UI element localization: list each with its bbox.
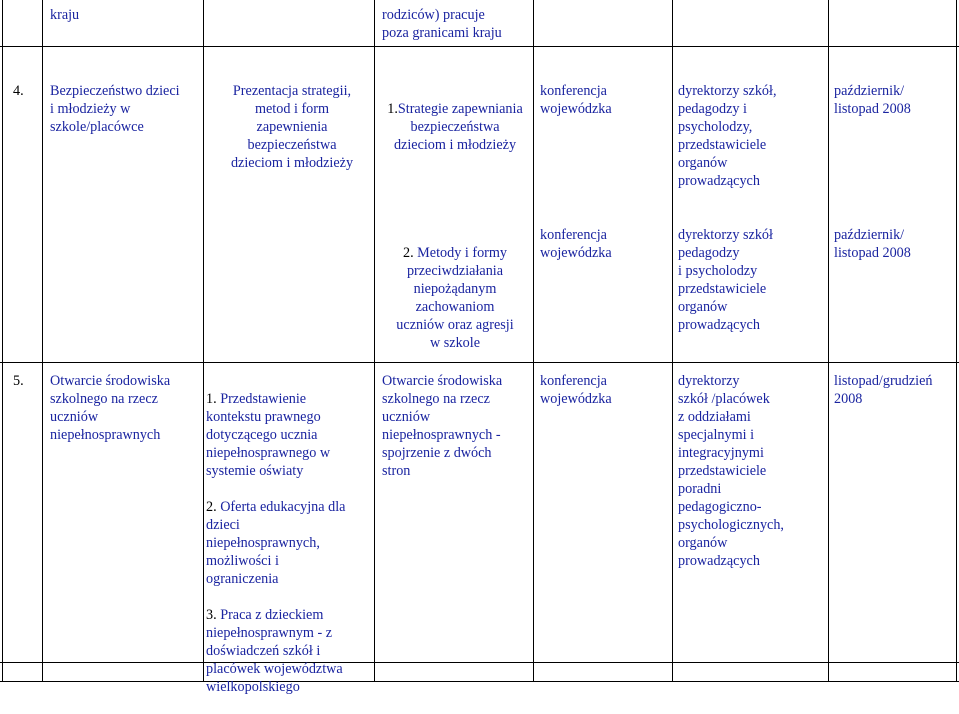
row5-goal-1-prefix: 1. <box>206 391 217 407</box>
column-divider <box>828 0 829 682</box>
row5-goal-item-3 <box>206 606 372 696</box>
row5-audience: dyrektorzy szkół /placówek z oddziałami specjalnymi i integracyjnymi przedstawiciele poradni pedagogiczno- psychologicznych, organów prowadzących <box>678 373 784 569</box>
row4-goal: Prezentacja strategii, metod i form zapewnienia bezpieczeństwa dzieciom i młodzieży <box>230 83 354 171</box>
column-divider <box>672 0 673 682</box>
row4-activity2-form: konferencja wojewódzka <box>540 227 612 261</box>
column-divider <box>42 0 43 682</box>
column-divider <box>533 0 534 682</box>
row-divider <box>0 362 959 363</box>
column-divider <box>203 0 204 682</box>
row5-form: konferencja wojewódzka <box>540 373 612 407</box>
row5-number: 5. <box>13 373 24 389</box>
row4-activity1-prefix: 1. <box>387 101 398 117</box>
top-cell-topic: rodziców) pracuje poza granicami kraju <box>382 7 502 41</box>
row4-activity1-topic <box>378 82 532 154</box>
row4-activity1-audience: dyrektorzy szkół, pedagodzy i psycholodzy, przedstawiciele organów prowadzących <box>678 83 777 189</box>
row4-activity1-form: konferencja wojewódzka <box>540 83 612 117</box>
row4-area: Bezpieczeństwo dzieci i młodzieży w szkole/placówce <box>50 83 180 135</box>
row5-goal-item-2 <box>206 498 372 588</box>
row4-number: 4. <box>13 83 24 99</box>
table-border-left <box>2 0 3 682</box>
row4-activity2-prefix: 2. <box>402 245 414 261</box>
row4-activity1-text: Strategie zapewniania bezpieczeństwa dzieciom i młodzieży <box>393 101 523 153</box>
row4-activity2-text: Metody i formy przeciwdziałania niepożądanym zachowaniom uczniów oraz agresji w szkole <box>396 245 514 351</box>
top-cell-area: kraju <box>50 7 80 23</box>
row5-goal-3-text: Praca z dzieckiem niepełnosprawnym - z doświadczeń szkół i placówek województwa wielkopolskiego <box>206 607 343 695</box>
row5-topic: Otwarcie środowiska szkolnego na rzecz uczniów niepełnosprawnych - spojrzenie z dwóch stron <box>382 373 503 479</box>
row5-area: Otwarcie środowiska szkolnego na rzecz uczniów niepełnosprawnych <box>50 373 171 443</box>
row4-activity2-topic <box>378 226 532 352</box>
row5-date: listopad/grudzień 2008 <box>834 373 933 407</box>
row5-goal-item-1 <box>206 390 372 480</box>
column-divider <box>374 0 375 682</box>
row5-goal-2-text: Oferta edukacyjna dla dzieci niepełnosprawnych, możliwości i ograniczenia <box>206 499 346 587</box>
row5-goal-2-prefix: 2. <box>206 499 217 515</box>
row4-activity2-date: październik/ listopad 2008 <box>834 227 911 261</box>
row4-activity2-audience: dyrektorzy szkół pedagodzy i psycholodzy przedstawiciele organów prowadzących <box>678 227 773 333</box>
table-border-right <box>956 0 957 682</box>
row5-goal-1-text: Przedstawienie kontekstu prawnego dotyczącego ucznia niepełnosprawnego w systemie oświaty <box>206 391 331 479</box>
row-divider <box>0 662 959 663</box>
row5-goal-3-prefix: 3. <box>206 607 217 623</box>
row5-goal <box>206 372 372 714</box>
row-divider <box>0 46 959 47</box>
row4-activity1-date: październik/ listopad 2008 <box>834 83 911 117</box>
